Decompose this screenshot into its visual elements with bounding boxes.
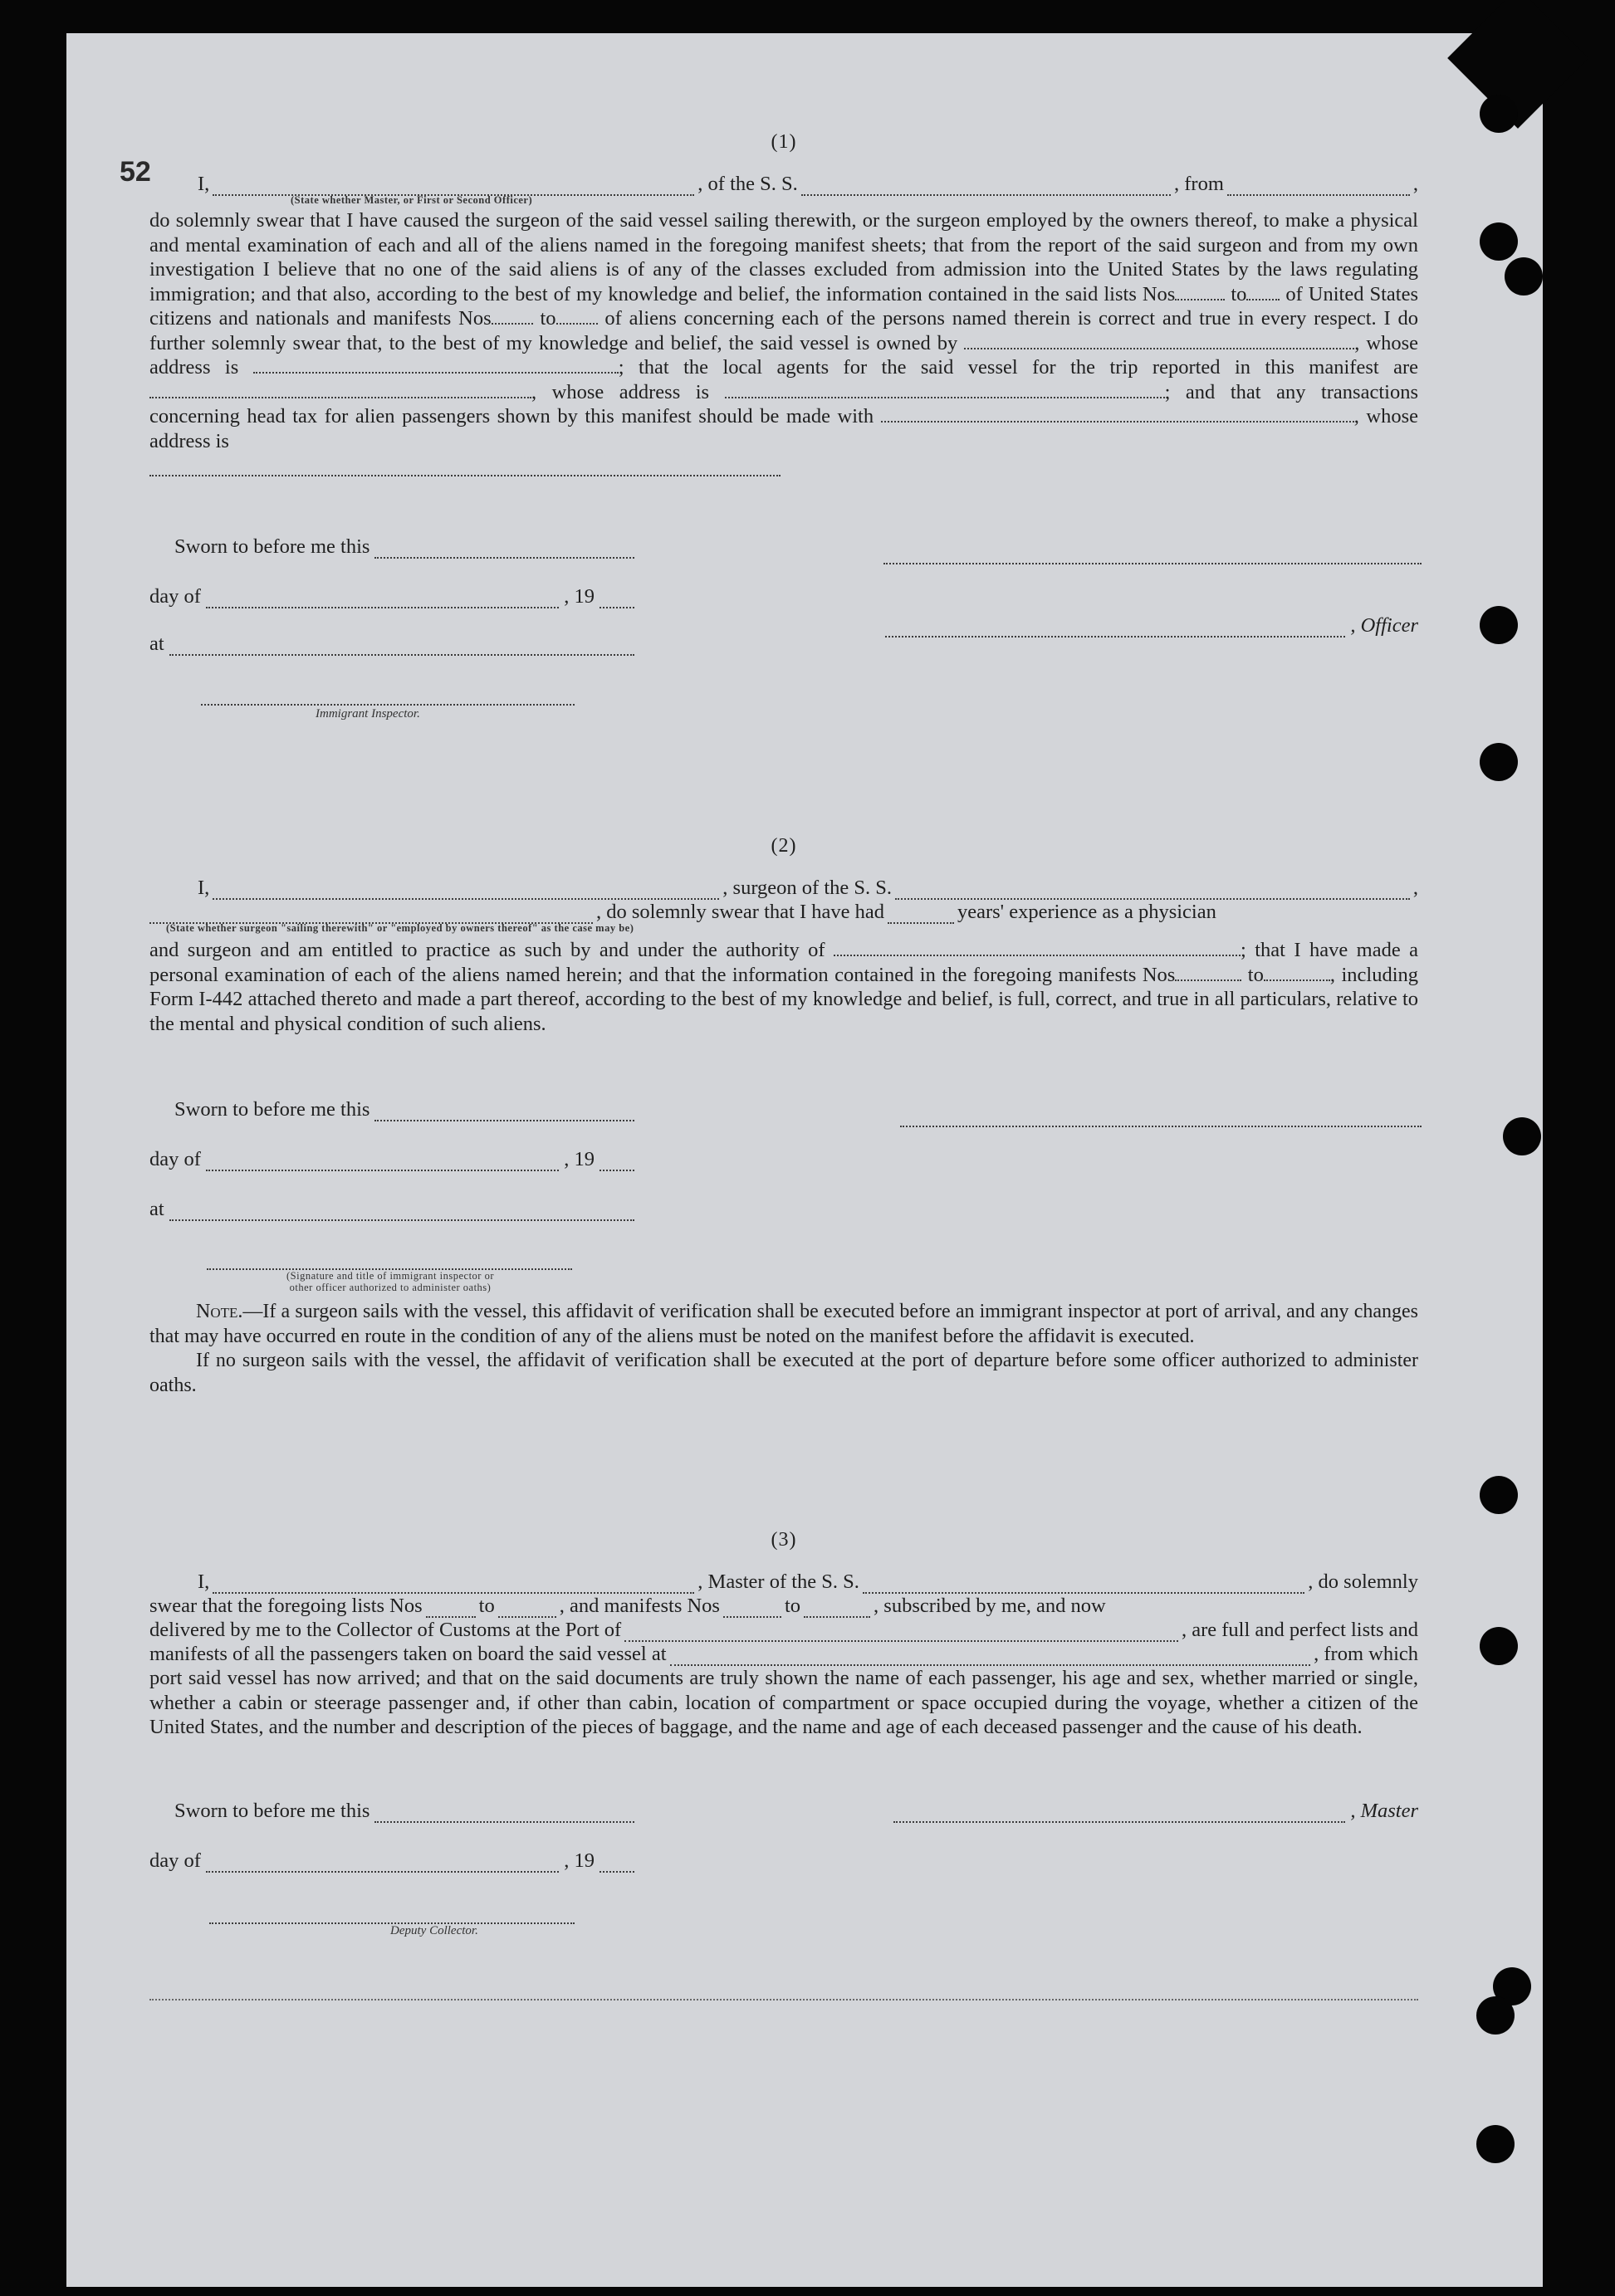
- address-continuation-field[interactable]: [149, 460, 781, 476]
- section3-sworn-row: Sworn to before me this: [174, 1800, 639, 1823]
- master-name-field[interactable]: [213, 1577, 694, 1594]
- punch-hole: [1480, 1476, 1518, 1514]
- section3-day-row: day of , 19: [149, 1849, 639, 1873]
- section3-line2: swear that the foregoing lists Nos to , and manifests Nos to , subscribed by me, and now: [149, 1595, 1106, 1617]
- collector-caption: Deputy Collector.: [390, 1924, 478, 1937]
- punch-hole: [1505, 257, 1543, 296]
- section1-sworn-row: Sworn to before me this: [174, 535, 639, 559]
- ship-name-field[interactable]: [801, 179, 1171, 196]
- section1-signature-line[interactable]: [883, 548, 1422, 564]
- year-field[interactable]: [600, 1155, 634, 1171]
- embark-port-field[interactable]: [670, 1649, 1311, 1666]
- section2-day-row: day of , 19: [149, 1148, 639, 1171]
- signature-caption: (Signature and title of immigrant inspector or other officer authorized to administer oaths): [286, 1270, 495, 1293]
- punch-hole: [1476, 2125, 1515, 2163]
- collector-signature-line[interactable]: [209, 1908, 575, 1924]
- surgeon-name-field[interactable]: [213, 883, 719, 900]
- ship-name-field[interactable]: [863, 1577, 1304, 1594]
- lists-from-field[interactable]: [426, 1601, 476, 1618]
- punch-hole: [1480, 606, 1518, 644]
- section-1: [149, 131, 1418, 476]
- punch-hole: [1503, 1117, 1541, 1155]
- section3-master-row: , Master: [888, 1800, 1418, 1823]
- punch-hole: [1480, 743, 1518, 781]
- sworn-day-field[interactable]: [374, 1105, 634, 1121]
- inspector-signature-line[interactable]: [201, 689, 575, 706]
- punch-hole: [1480, 95, 1518, 133]
- manifests-from-field[interactable]: [723, 1601, 781, 1618]
- punch-hole: [1480, 1627, 1518, 1665]
- day-field[interactable]: [206, 592, 559, 608]
- officer-name-field[interactable]: [213, 179, 694, 196]
- day-field[interactable]: [206, 1155, 559, 1171]
- section1-officer-row: , Officer: [880, 614, 1418, 638]
- section1-line1: I, , of the S. S. , from ,: [198, 173, 1418, 195]
- section3-line1: I, , Master of the S. S. , do solemnly: [198, 1571, 1418, 1593]
- section-2: [149, 835, 1418, 1036]
- section3-line3: delivered by me to the Collector of Customs at the Port of , are full and perfect lists and: [149, 1619, 1418, 1641]
- port-field[interactable]: [624, 1625, 1178, 1642]
- section-number: (1): [771, 131, 797, 153]
- punch-hole: [1480, 222, 1518, 261]
- note-label: Note.: [196, 1301, 243, 1322]
- section1-at-row: at: [149, 633, 639, 656]
- punch-hole: [1476, 1996, 1515, 2035]
- bottom-rule: [149, 1999, 1418, 2000]
- port-from-field[interactable]: [1227, 179, 1410, 196]
- manifests-to-field[interactable]: [804, 1601, 870, 1618]
- section-3: [149, 1529, 1418, 1740]
- section3-body: port said vessel has now arrived; and that on the said documents are truly shown the name of each passenger, his age and sex, whether married or single, whether a cabin or steerage passenger and, if other than cabin, location of compartment or space occupied during the voyage, whether a citizen of the United States, and the number and description of the pieces of baggage, and the name and age of each deceased passenger and the cause of his death.: [149, 1667, 1418, 1738]
- section2-line1: I, , surgeon of the S. S. ,: [198, 877, 1418, 899]
- sworn-day-field[interactable]: [374, 1806, 634, 1823]
- year-field[interactable]: [600, 592, 634, 608]
- year-field[interactable]: [600, 1856, 634, 1873]
- at-place-field[interactable]: [169, 1204, 634, 1221]
- section1-day-row: day of , 19: [149, 585, 639, 608]
- section-number: (2): [771, 835, 797, 857]
- officer-signature-field[interactable]: [885, 621, 1345, 638]
- section3-line4: manifests of all the passengers taken on board the said vessel at , from which: [149, 1643, 1418, 1665]
- inspector-signature-line[interactable]: [207, 1253, 572, 1270]
- lists-to-field[interactable]: [498, 1601, 556, 1618]
- section-number: (3): [771, 1529, 797, 1551]
- section2-body: and surgeon and am entitled to practice as such by and under the authority of ; that I have made a personal examination of each of the aliens named herein; and that the information contained in the foregoing manifests Nos to , including Form I-442 attached thereto and made a part thereof, according to the best of my knowledge and belief, is full, correct, and true in all particulars, relative to the mental and physical condition of such aliens.: [149, 939, 1419, 1035]
- officer-note: (State whether Master, or First or Second Officer): [291, 194, 533, 206]
- section2-signature-line[interactable]: [900, 1111, 1422, 1127]
- day-field[interactable]: [206, 1856, 559, 1873]
- section2-sworn-row: Sworn to before me this: [174, 1098, 639, 1121]
- document-page: [66, 33, 1543, 2287]
- sworn-day-field[interactable]: [374, 542, 634, 559]
- years-field[interactable]: [888, 907, 954, 924]
- master-signature-field[interactable]: [893, 1806, 1345, 1823]
- section2-at-row: at: [149, 1198, 639, 1221]
- section1-body: do solemnly swear that I have caused the surgeon of the said vessel sailing therewith, or the surgeon employed by the owners thereof, to make a physical and mental examination of each and all of the aliens named in the foregoing manifest sheets; that from the report of the said surgeon and from my own investigation I believe that no one of the said aliens is of any of the classes excluded from admission into the United States by the laws regulating immigration; and that also, according to the best of my knowledge and belief, the information contained in the said lists Nos to of United States citizens and nationals and manifests Nos to of aliens concerning each of the persons named therein is correct and true in every respect. I do further solemnly swear that, to the best of my knowledge and belief, the said vessel is owned by , whose address is ; that the local agents for the said vessel for the trip reported in this manifest are , whose address is ; and that any transactions concerning head tax for alien passengers shown by this manifest should be made with , whose address is: [149, 209, 1419, 452]
- note-block: Note.—If a surgeon sails with the vessel, this affidavit of verification shall be executed before an immigrant inspector at port of arrival, and any changes that may have occurred en route in the condition of any of the aliens must be noted on the manifest before the affidavit is executed. If no surgeon sails with the vessel, the affidavit of verification shall be executed at the port of departure before some officer authorized to administer oaths.: [149, 1301, 1418, 1396]
- margin-number: 52: [120, 156, 151, 188]
- surgeon-type-field[interactable]: [149, 907, 593, 924]
- section2-line2: , do solemnly swear that I have had years' experience as a physician: [149, 900, 1418, 924]
- inspector-caption: Immigrant Inspector.: [316, 707, 420, 721]
- ship-name-field[interactable]: [895, 883, 1410, 900]
- at-place-field[interactable]: [169, 639, 634, 656]
- surgeon-note: (State whether surgeon "sailing therewith" or "employed by owners thereof" as the case may be): [166, 922, 634, 934]
